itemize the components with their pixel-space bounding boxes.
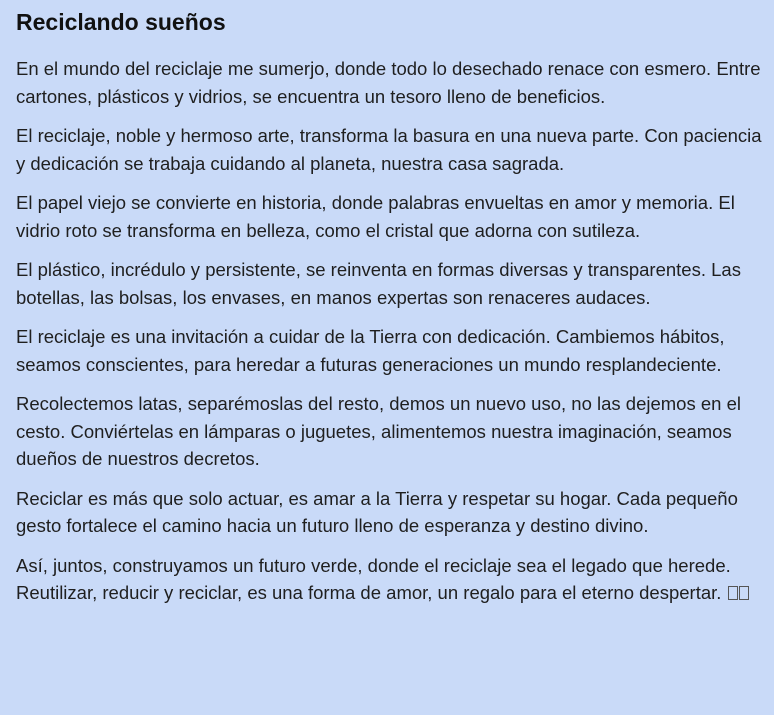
stanza-3: El papel viejo se convierte en historia, donde palabras envueltas en amor y memoria. El vidrio roto se transforma en belleza, como el cristal que adorna con sutileza. bbox=[16, 192, 735, 241]
stanza-7: Reciclar es más que solo actuar, es amar a la Tierra y respetar su hogar. Cada pequeño gesto fortalece el camino hacia un futuro lleno de esperanza y destino divino. bbox=[16, 487, 738, 536]
stanza-5: El reciclaje es una invitación a cuidar de la Tierra con dedicación. Cambiemos hábitos, seamos conscientes, para heredar a futuras generaciones un mundo resplandeciente. bbox=[16, 326, 725, 375]
stanza-1: En el mundo del reciclaje me sumerjo, donde todo lo desechado renace con esmero. Entre cartones, plásticos y vidrios, se encuentra un tesoro lleno de beneficios. bbox=[16, 58, 761, 107]
stanza-2: El reciclaje, noble y hermoso arte, transforma la basura en una nueva parte. Con paciencia y dedicación se trabaja cuidando al planeta, nuestra casa sagrada. bbox=[16, 125, 762, 174]
stanza-8 bbox=[16, 552, 768, 607]
missing-glyph-icon bbox=[739, 586, 749, 600]
poem-title: Reciclando sueños bbox=[16, 9, 226, 35]
stanza-6: Recolectemos latas, separémoslas del resto, demos un nuevo uso, no las dejemos en el cesto. Conviértelas en lámparas o juguetes, alimentemos nuestra imaginación, seamos dueños de nuestros decretos. bbox=[16, 393, 741, 469]
missing-glyph-icon bbox=[728, 586, 738, 600]
stanza-8-text: Así, juntos, construyamos un futuro verde, donde el reciclaje sea el legado que herede. Reutilizar, reducir y reciclar, es una forma de amor, un regalo para el eterno despertar. bbox=[16, 554, 731, 603]
stanza-4: El plástico, incrédulo y persistente, se reinventa en formas diversas y transparentes. Las botellas, las bolsas, los envases, en manos expertas son renaceres audaces. bbox=[16, 259, 741, 308]
